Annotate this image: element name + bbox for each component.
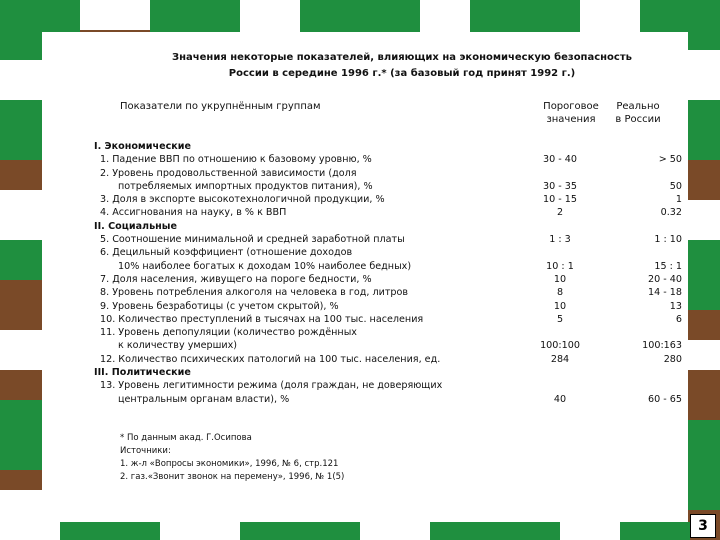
table-row: 1. Падение ВВП по отношению к базовому уровню, % 30 - 40 > 50 <box>100 154 682 166</box>
table-row: 3. Доля в экспорте высокотехнологичной продукции, % 10 - 15 1 <box>100 194 682 206</box>
table-row: 10% наиболее богатых к доходам 10% наиболее бедных) 10 : 1 15 : 1 <box>118 260 682 272</box>
table-row: 8. Уровень потребления алкоголя на человека в год, литров 8 14 - 18 <box>100 287 682 299</box>
table-row: III. Политические <box>94 367 191 379</box>
page-number: 3 <box>690 514 716 538</box>
table-row: центральным органам власти), % 40 60 - 65 <box>118 393 682 405</box>
footnotes <box>120 432 344 484</box>
header-threshold: Пороговое значения <box>543 101 599 125</box>
indicator-table <box>94 140 682 406</box>
title-line-1: Значения некоторые показателей, влияющих на экономическую безопасность <box>172 52 632 63</box>
table-row: потребляемых импортных продуктов питания), % 30 - 35 50 <box>118 180 682 192</box>
footnote: * По данным акад. Г.Осипова <box>120 433 252 443</box>
table-row: 4. Ассигнования на науку, в % к ВВП 2 0.32 <box>100 207 682 219</box>
table-row: 9. Уровень безработицы (с учетом скрытой), % 10 13 <box>100 300 682 312</box>
document-sheet <box>42 32 688 522</box>
table-row: 2. Уровень продовольственной зависимости (доля <box>100 167 357 179</box>
table-row: к количеству умерших) 100:100 100:163 <box>118 340 682 352</box>
table-row: 13. Уровень легитимности режима (доля граждан, не доверяющих <box>100 380 443 392</box>
table-row: II. Социальные <box>94 220 177 232</box>
table-row: 10. Количество преступлений в тысячах на 100 тыс. населения 5 6 <box>100 313 682 325</box>
document-title <box>132 50 672 82</box>
table-row: I. Экономические <box>94 141 192 152</box>
header-indicators: Показатели по укрупнённым группам <box>120 101 321 112</box>
table-row: 6. Децильный коэффициент (отношение доходов <box>100 247 353 259</box>
table-row: 11. Уровень депопуляции (количество рождённых <box>100 327 357 339</box>
table-row: 12. Количество психических патологий на 100 тыс. населения, ед. 284 280 <box>100 353 682 365</box>
footnote: 1. ж-л «Вопросы экономики», 1996, № 6, стр.121 <box>120 459 339 469</box>
footnote: Источники: <box>120 446 171 456</box>
table-row: 5. Соотношение минимальной и средней заработной платы 1 : 3 1 : 10 <box>100 234 682 246</box>
table-row: 7. Доля населения, живущего на пороге бедности, % 10 20 - 40 <box>100 273 682 285</box>
header-actual: Реально в России <box>615 101 661 125</box>
title-line-2: России в середине 1996 г.* (за базовый год принят 1992 г.) <box>228 68 576 79</box>
footnote: 2. газ.«Звонит звонок на перемену», 1996, № 1(5) <box>120 472 345 482</box>
